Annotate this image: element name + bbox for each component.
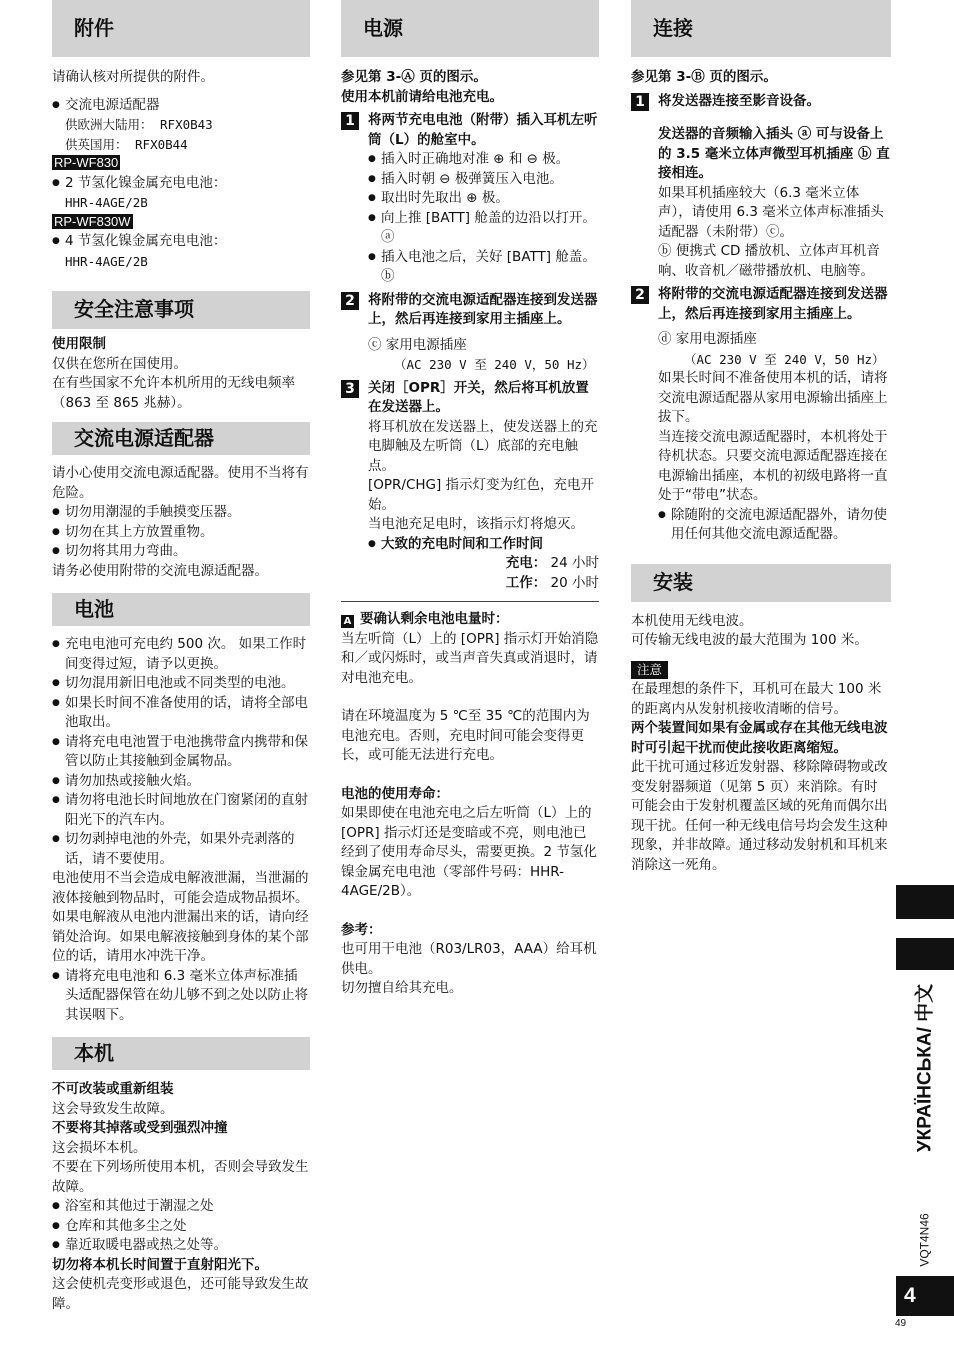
connect-step1-text: 如果耳机插座较大（6.3 毫米立体声），请使用 6.3 毫米立体声标准插头适配器（未附带）ⓒ。 bbox=[658, 184, 884, 240]
battery-bullet-1: ● 充电电池可充电约 500 次。 如果工作时间变得过短，请予以更换。 bbox=[52, 635, 310, 674]
unit-bullet-3: ● 靠近取暖电器或热之处等。 bbox=[52, 1236, 310, 1256]
ac-outro: 请务必使用附带的交流电源适配器。 bbox=[52, 562, 268, 579]
install-text-1: 本机使用无线电波。 bbox=[631, 612, 753, 629]
column-2 bbox=[341, 0, 599, 999]
accessories-intro: 请确认核对所提供的附件。 bbox=[52, 69, 214, 85]
battery-paragraph: 电池使用不当会造成电解液泄漏，当泄漏的液体接触到物品时，可能会造成物品损坏。如果电解液从电池内泄漏出来的话，请向经销处洽询。如果电解液接触到身体的某个部位的话，请用水冲洗干净。 bbox=[52, 870, 309, 964]
connect-step1-bold: 发送器的音频输入插头 ⓐ 可与设备上的 3.5 毫米立体声微型耳机插座 ⓑ 直接相连。 bbox=[658, 126, 890, 181]
safety-heading: 安全注意事项 bbox=[52, 291, 310, 329]
step-number: 1 bbox=[631, 93, 649, 111]
battery-heading: 电池 bbox=[52, 593, 310, 626]
step1-bullet-4: ● 向上推 [BATT] 舱盖的边沿以打开。ⓐ bbox=[368, 209, 599, 248]
connect-step1-devices: ⓑ 便携式 CD 播放机、立体声耳机音响、收音机／磁带播放机、电脑等。 bbox=[658, 243, 880, 279]
connect-outlet: ⓓ 家用电源插座 bbox=[658, 331, 757, 347]
unit-text-2: 这会损坏本机。 bbox=[52, 1139, 147, 1156]
doc-code-wrap bbox=[895, 1205, 954, 1275]
unit-bullet-1: ● 浴室和其他过于潮湿之处 bbox=[52, 1197, 310, 1217]
step-text: 将附带的交流电源适配器连接到发送器上，然后再连接到家用主插座上。 bbox=[658, 286, 888, 322]
connect-heading: 连接 bbox=[631, 0, 891, 57]
step-text: 将发送器连接至影音设备。 bbox=[658, 92, 820, 109]
europe-part: 供欧洲大陆用： RFX0B43 bbox=[65, 117, 213, 132]
work-time-row bbox=[368, 574, 599, 594]
ac-bullet-1: ● 切勿用潮湿的手触摸变压器。 bbox=[52, 503, 310, 523]
caution-badge: 注意 bbox=[631, 661, 668, 679]
life-text: 如果即使在电池充电之后左听筒（L）上的 [OPR] 指示灯还是变暗或不亮，则电池已经到了使用寿命尽头，需要更换。2 节氢化镍金属充电电池（零部件号码：HHR-4AGE/2B）。 bbox=[341, 805, 597, 899]
step2-voltage: （AC 230 V 至 240 V，50 Hz） bbox=[394, 357, 595, 372]
step-text: 将两节充电电池（附带）插入耳机左听筒（L）的舱室中。 bbox=[368, 112, 598, 148]
connect-step2-text-1: 如果长时间不准备使用本机的话，请将交流电源适配器从家用电源输出插座上拔下。 bbox=[658, 370, 888, 425]
step1-bullet-1: ● 插入时正确地对准 ⊕ 和 ⊖ 极。 bbox=[368, 150, 599, 170]
safety-line-2: 在有些国家不允许本机所用的无线电频率（863 至 865 兆赫）。 bbox=[52, 375, 295, 411]
battery-bullet-6: ● 请勿将电池长时间地放在门窗紧闭的直射阳光下的汽车内。 bbox=[52, 791, 310, 830]
battery-bullet-7: ● 切勿剥掉电池的外壳，如果外壳剥落的话，请不要使用。 bbox=[52, 830, 310, 869]
column-1 bbox=[52, 0, 310, 1314]
power-step-3 bbox=[341, 379, 599, 418]
step-text: 关闭［OPR］开关，然后将耳机放置在发送器上。 bbox=[368, 379, 589, 415]
step3-text-3: 当电池充足电时，该指示灯将熄灭。 bbox=[368, 516, 584, 532]
language-label: УКРАЇНСЬКА/ 中文 bbox=[913, 983, 935, 1152]
connect-voltage: （AC 230 V 至 240 V，50 Hz） bbox=[684, 351, 885, 367]
step-number: 1 bbox=[341, 112, 359, 130]
ac-intro: 请小心使用交流电源适配器。使用不当将有危险。 bbox=[52, 465, 309, 501]
ac-bullet-3: ● 切勿将其用力弯曲。 bbox=[52, 542, 310, 562]
model2-battery: ● 4 节氢化镍金属充电电池： bbox=[52, 232, 310, 252]
model-badge-wf830w: RP-WF830W bbox=[54, 213, 131, 229]
unit-head-1: 不可改装或重新组装 bbox=[52, 1081, 174, 1097]
adapter-item: ● 交流电源适配器 bbox=[52, 96, 310, 116]
battery-bullet-3: ● 如果长时间不准备使用的话，请将全部电池取出。 bbox=[52, 694, 310, 733]
power-charge-first: 使用本机前请给电池充电。 bbox=[341, 88, 503, 105]
remaining-heading: 要确认剩余电池电量时： bbox=[360, 611, 509, 627]
accessories-heading: 附件 bbox=[52, 0, 310, 57]
language-label-wrap bbox=[895, 975, 954, 1160]
battery-bullet-4: ● 请将充电电池置于电池携带盒内携带和保管以防止其接触到金属物品。 bbox=[52, 733, 310, 772]
language-tab-2 bbox=[896, 938, 954, 970]
install-text-3: 在最理想的条件下，耳机可在最大 100 米的距离内从发射机接收清晰的信号。 bbox=[631, 681, 882, 717]
connect-step-2 bbox=[631, 285, 891, 324]
column-3 bbox=[631, 0, 891, 875]
step3-text-1: 将耳机放在发送器上，使发送器上的充电脚触及左听筒（L）底部的充电触点。 bbox=[368, 418, 598, 474]
install-text-2: 可传输无线电波的最大范围为 100 米。 bbox=[631, 632, 868, 648]
step3-text-2: [OPR/CHG] 指示灯变为红色，充电开始。 bbox=[368, 477, 595, 513]
life-heading: 电池的使用寿命： bbox=[341, 785, 449, 802]
safety-subhead: 使用限制 bbox=[52, 336, 106, 352]
power-step-2 bbox=[341, 291, 599, 330]
step-number: 2 bbox=[631, 286, 649, 304]
step-number: 2 bbox=[341, 292, 359, 310]
safety-line-1: 仅供在您所在国使用。 bbox=[52, 355, 187, 372]
connect-step2-text-2: 当连接交流电源适配器时，本机将处于待机状态。只要交流电源适配器连接在电源输出插座，本机的初级电路将一直处于“带电”状态。 bbox=[658, 428, 888, 503]
step1-bullet-3: ● 取出时先取出 ⊕ 极。 bbox=[368, 189, 599, 209]
unit-heading: 本机 bbox=[52, 1037, 310, 1070]
model1-battery: ● 2 节氢化镍金属充电电池： bbox=[52, 174, 310, 194]
reference-text-2: 切勿擅自给其充电。 bbox=[341, 980, 463, 996]
remaining-text-1: 当左听筒（L）上的 [OPR] 指示灯开始消隐和／或闪烁时，或当声音失真或消退时，请对电池充电。 bbox=[341, 630, 599, 686]
doc-code: VQT4N46 bbox=[916, 1213, 931, 1267]
unit-text-4: 这会使机壳变形或退色，还可能导致发生故障。 bbox=[52, 1276, 309, 1312]
power-step-1 bbox=[341, 111, 599, 150]
reference-heading: 参考： bbox=[341, 921, 382, 938]
connect-step2-bullet: ● 除随附的交流电源适配器外，请勿使用任何其他交流电源适配器。 bbox=[658, 506, 891, 545]
power-heading: 电源 bbox=[341, 0, 599, 57]
step-text: 将附带的交流电源适配器连接到发送器上，然后再连接到家用主插座上。 bbox=[368, 291, 598, 327]
step3-bullet: ● 大致的充电时间和工作时间 bbox=[368, 535, 599, 555]
step1-bullet-5: ● 插入电池之后，关好 [BATT] 舱盖。ⓑ bbox=[368, 248, 599, 287]
step2-outlet: ⓒ 家用电源插座 bbox=[368, 336, 467, 353]
model2-part: HHR-4AGE/2B bbox=[65, 253, 148, 269]
language-tab-1 bbox=[896, 885, 954, 919]
charge-time: 24 小时 bbox=[550, 555, 599, 571]
remaining-text-2: 请在环境温度为 5 ℃至 35 ℃的范围内为电池充电。否则，充电时间可能会变得更长，或可能无法进行充电。 bbox=[341, 708, 590, 763]
work-label: 工作： bbox=[505, 574, 547, 591]
ac-heading: 交流电源适配器 bbox=[52, 422, 310, 455]
charge-label: 充电： bbox=[505, 555, 547, 571]
divider bbox=[341, 601, 599, 602]
page-number: 4 bbox=[896, 1276, 954, 1316]
ac-bullet-2: ● 切勿在其上方放置重物。 bbox=[52, 523, 310, 543]
unit-head-3: 切勿将本机长时间置于直射阳光下。 bbox=[52, 1256, 268, 1273]
install-heading: 安装 bbox=[631, 564, 891, 602]
remaining-heading-row bbox=[341, 610, 599, 630]
unit-text-3: 不要在下列场所使用本机，否则会导致发生故障。 bbox=[52, 1159, 309, 1195]
connect-step-1 bbox=[631, 92, 891, 112]
unit-text-1: 这会导致发生故障。 bbox=[52, 1100, 174, 1117]
unit-head-2: 不要将其掉落或受到强烈冲撞 bbox=[52, 1120, 228, 1136]
install-text-4: 此干扰可通过移近发射器、移除障碍物或改变发射器频道（见第 5 页）来消除。有时可能会由于发射机覆盖区域的死角而偶尔出现干扰。任何一种无线电信号均会发生这种现象，并非故障。通过移动发射机和耳机来消除这一死角。 bbox=[631, 759, 888, 873]
battery-bullet-5: ● 请勿加热或接触火焰。 bbox=[52, 772, 310, 792]
model-badge-wf830: RP-WF830 bbox=[54, 155, 119, 170]
work-time: 20 小时 bbox=[550, 574, 599, 591]
step1-bullet-2: ● 插入时朝 ⊖ 极弹簧压入电池。 bbox=[368, 170, 599, 190]
connect-ref: 参见第 3-Ⓑ 页的图示。 bbox=[631, 69, 777, 85]
uk-part: 供英国用： RFX0B44 bbox=[65, 136, 188, 152]
step-number: 3 bbox=[341, 380, 359, 398]
page-number-small: 49 bbox=[895, 1318, 907, 1329]
battery-bullet-2: ● 切勿混用新旧电池或不同类型的电池。 bbox=[52, 674, 310, 694]
figure-a-icon: A bbox=[341, 615, 354, 628]
model1-part: HHR-4AGE/2B bbox=[65, 195, 148, 210]
power-ref: 参见第 3-Ⓐ 页的图示。 bbox=[341, 69, 487, 85]
charge-time-row bbox=[368, 554, 599, 574]
install-bold: 两个装置间如果有金属或存在其他无线电波时可引起干扰而使此接收距离缩短。 bbox=[631, 720, 888, 756]
reference-text-1: 也可用干电池（R03/LR03，AAA）给耳机供电。 bbox=[341, 941, 597, 977]
battery-bullet-8: ● 请将充电电池和 6.3 毫米立体声标准插头适配器保管在幼儿够不到之处以防止将其误咽下。 bbox=[52, 967, 310, 1026]
unit-bullet-2: ● 仓库和其他多尘之处 bbox=[52, 1217, 310, 1237]
